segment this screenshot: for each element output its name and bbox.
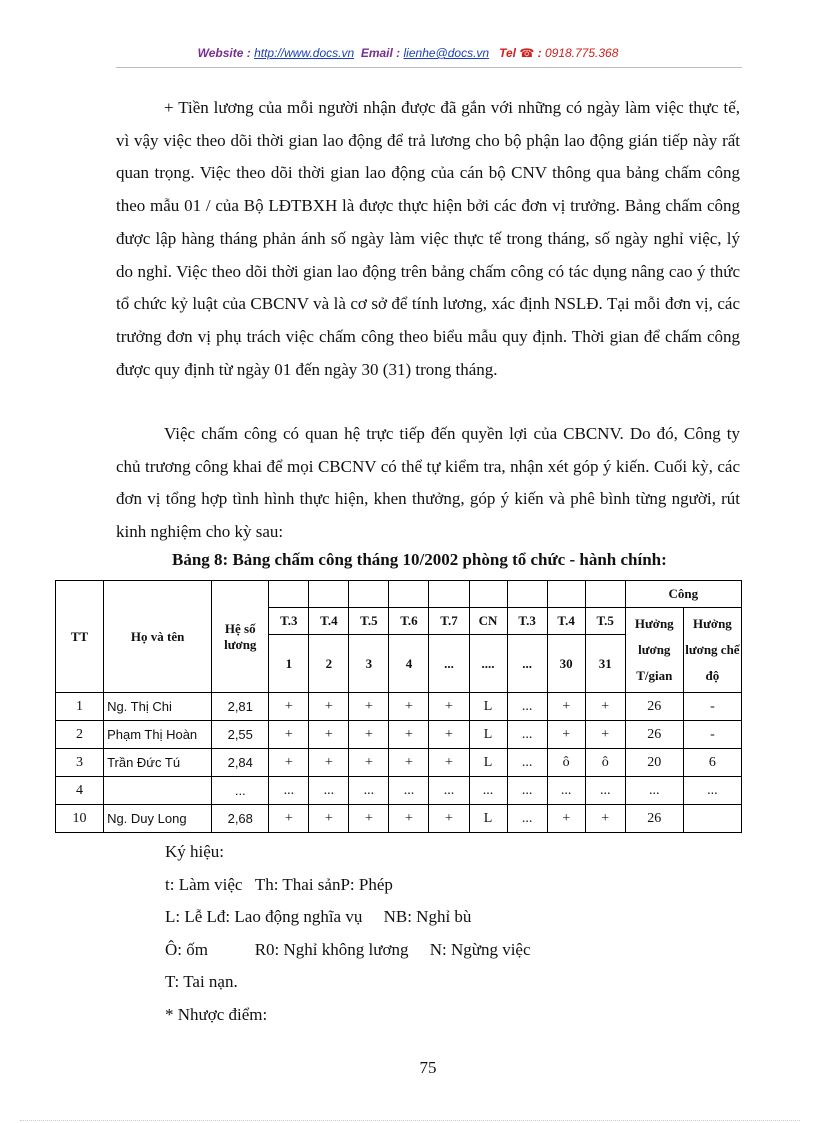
day-mark: ... xyxy=(349,777,389,805)
day-mark: + xyxy=(269,749,309,777)
day-mark: L xyxy=(469,805,507,833)
row-name: Ng. Thị Chi xyxy=(104,693,212,721)
day-header: 4 xyxy=(389,635,429,693)
day-header: ... xyxy=(507,635,547,693)
day-mark: + xyxy=(429,721,469,749)
weekday-header: T.3 xyxy=(507,608,547,635)
email-label: Email : xyxy=(360,46,401,60)
row-tt: 4 xyxy=(56,777,104,805)
body-paragraph-1 xyxy=(116,92,740,386)
day-mark: ... xyxy=(507,777,547,805)
weekday-header: T.5 xyxy=(349,608,389,635)
day-mark: + xyxy=(309,805,349,833)
day-mark: ... xyxy=(507,749,547,777)
row-paid-regime: 6 xyxy=(683,749,741,777)
tel-label: Tel ☎ : xyxy=(499,46,542,60)
row-coef: 2,84 xyxy=(212,749,269,777)
row-paid-regime: - xyxy=(683,721,741,749)
col-header-cong: Công xyxy=(625,581,741,608)
day-header: .... xyxy=(469,635,507,693)
day-mark: + xyxy=(389,721,429,749)
day-mark: ... xyxy=(269,777,309,805)
day-mark: + xyxy=(349,805,389,833)
row-tt: 3 xyxy=(56,749,104,777)
day-mark: + xyxy=(269,693,309,721)
row-name: Phạm Thị Hoàn xyxy=(104,721,212,749)
day-mark: ... xyxy=(469,777,507,805)
col-header-paid-regime: Hưởng lương chế độ xyxy=(683,608,741,693)
table-row xyxy=(56,721,742,749)
day-mark: + xyxy=(389,749,429,777)
day-mark: ô xyxy=(585,749,625,777)
legend-line: L: Lễ Lđ: Lao động nghĩa vụ NB: Nghỉ bù xyxy=(165,907,472,926)
website-link[interactable]: http://www.docs.vn xyxy=(254,46,355,60)
row-paid-regime xyxy=(683,805,741,833)
legend-line: t: Làm việc Th: Thai sảnP: Phép xyxy=(165,874,393,894)
row-paid-time: ... xyxy=(625,777,683,805)
footer-divider xyxy=(20,1120,800,1121)
header-divider xyxy=(116,67,742,68)
legend-line: Ô: ốm R0: Nghỉ không lương N: Ngừng việc xyxy=(165,939,531,959)
row-coef: ... xyxy=(212,777,269,805)
legend-line: * Nhược điểm: xyxy=(165,1004,268,1024)
row-tt: 1 xyxy=(56,693,104,721)
day-mark: + xyxy=(349,749,389,777)
day-mark: L xyxy=(469,693,507,721)
day-header: 1 xyxy=(269,635,309,693)
weekday-header: T.3 xyxy=(269,608,309,635)
day-mark: + xyxy=(429,805,469,833)
table-row xyxy=(56,777,742,805)
weekday-header: T.4 xyxy=(547,608,585,635)
day-header: 31 xyxy=(585,635,625,693)
day-mark: + xyxy=(309,721,349,749)
legend-line: T: Tai nạn. xyxy=(165,972,238,991)
paragraph-text: + Tiền lương của mỗi người nhận được đã gắn với những có ngày làm việc thực tế, vì vậy việc theo dõi thời gian lao động để trả lương cho bộ phận lao động gián tiếp này rất quan trọng. Việc theo dõi thời gian lao động của cán bộ CNV thông qua bảng chấm công theo mẫu 01 / của Bộ LĐTBXH là được thực hiện bởi các đơn vị trưởng. Bảng chấm công được lập hàng tháng phản ánh số ngày làm việc thực tế trong tháng, số ngày nghỉ việc, lý do nghỉ. Việc theo dõi thời gian lao động trên bảng chấm công có tác dụng nâng cao ý thức tổ chức kỷ luật của CBCNV và là cơ sở để tính lương, xác định NSLĐ. Tại mỗi đơn vị, các trưởng đơn vị phụ trách việc chấm công theo biểu mẫu quy định. Thời gian để chấm công được quy định từ ngày 01 đến ngày 30 (31) trong tháng. xyxy=(116,98,740,379)
day-mark: ô xyxy=(547,749,585,777)
row-paid-time: 26 xyxy=(625,805,683,833)
day-mark: + xyxy=(585,805,625,833)
day-mark: + xyxy=(429,749,469,777)
day-header: 30 xyxy=(547,635,585,693)
day-mark: ... xyxy=(547,777,585,805)
weekday-header: T.6 xyxy=(389,608,429,635)
day-mark: ... xyxy=(429,777,469,805)
day-mark: + xyxy=(389,693,429,721)
row-tt: 10 xyxy=(56,805,104,833)
legend xyxy=(165,836,531,1031)
day-mark: + xyxy=(269,805,309,833)
page-number: 75 xyxy=(419,1058,437,1077)
legend-line: Ký hiệu: xyxy=(165,842,225,861)
row-paid-time: 26 xyxy=(625,693,683,721)
day-mark: + xyxy=(309,693,349,721)
day-mark: ... xyxy=(585,777,625,805)
weekday-header: T.5 xyxy=(585,608,625,635)
day-mark: + xyxy=(547,805,585,833)
weekday-header: CN xyxy=(469,608,507,635)
paragraph-text: Việc chấm công có quan hệ trực tiếp đến quyền lợi của CBCNV. Do đó, Công ty chủ trương công khai để mọi CBCNV có thể tự kiểm tra, nhận xét góp ý kiến. Cuối kỳ, các đơn vị tổng hợp tình hình thực hiện, khen thưởng, góp ý kiến và phê bình từng người, rút kinh nghiệm cho kỳ sau: xyxy=(116,424,740,542)
table-row xyxy=(56,805,742,833)
day-mark: + xyxy=(269,721,309,749)
row-name: Trần Đức Tú xyxy=(104,749,212,777)
day-header: 2 xyxy=(309,635,349,693)
row-coef: 2,68 xyxy=(212,805,269,833)
col-header-coef-text: Hệ số lương xyxy=(224,620,257,652)
page-header xyxy=(0,46,816,60)
weekday-header: T.4 xyxy=(309,608,349,635)
day-mark: + xyxy=(389,805,429,833)
row-paid-regime: - xyxy=(683,693,741,721)
day-mark: + xyxy=(309,749,349,777)
row-name: Ng. Duy Long xyxy=(104,805,212,833)
col-header-coef xyxy=(212,581,269,693)
day-mark: ... xyxy=(507,693,547,721)
day-mark: + xyxy=(547,693,585,721)
day-mark: + xyxy=(585,721,625,749)
day-header: 3 xyxy=(349,635,389,693)
row-paid-regime: ... xyxy=(683,777,741,805)
row-coef: 2,55 xyxy=(212,721,269,749)
row-paid-time: 20 xyxy=(625,749,683,777)
row-name xyxy=(104,777,212,805)
day-mark: + xyxy=(585,693,625,721)
col-header-name: Họ và tên xyxy=(104,581,212,693)
table-row xyxy=(56,749,742,777)
day-mark: ... xyxy=(389,777,429,805)
day-mark: + xyxy=(349,693,389,721)
row-coef: 2,81 xyxy=(212,693,269,721)
day-mark: + xyxy=(349,721,389,749)
tel-number: 0918.775.368 xyxy=(544,46,619,60)
day-mark: + xyxy=(429,693,469,721)
day-mark: ... xyxy=(507,721,547,749)
day-mark: L xyxy=(469,749,507,777)
email-link[interactable]: lienhe@docs.vn xyxy=(403,46,490,60)
col-header-tt: TT xyxy=(56,581,104,693)
col-header-paid-time: Hưởng lương T/gian xyxy=(625,608,683,693)
website-label: Website : xyxy=(197,46,251,60)
day-mark: ... xyxy=(309,777,349,805)
day-mark: + xyxy=(547,721,585,749)
table-caption: Bảng 8: Bảng chấm công tháng 10/2002 phòng tổ chức - hành chính: xyxy=(172,550,667,569)
day-mark: ... xyxy=(507,805,547,833)
attendance-table xyxy=(55,580,742,833)
day-mark: L xyxy=(469,721,507,749)
day-header: ... xyxy=(429,635,469,693)
row-tt: 2 xyxy=(56,721,104,749)
weekday-header: T.7 xyxy=(429,608,469,635)
table-row xyxy=(56,693,742,721)
body-paragraph-2 xyxy=(116,418,740,549)
row-paid-time: 26 xyxy=(625,721,683,749)
